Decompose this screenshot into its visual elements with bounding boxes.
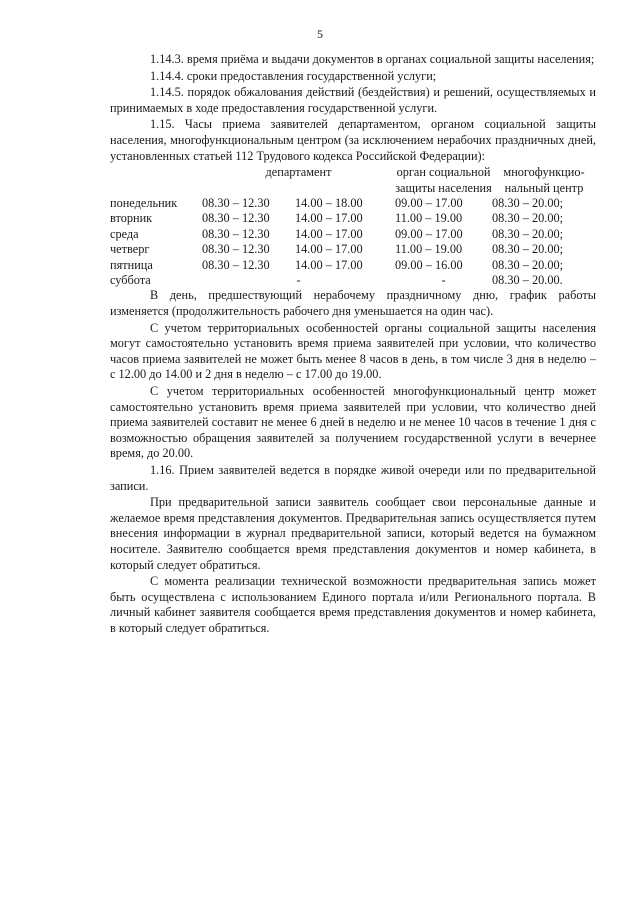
table-row (110, 196, 596, 211)
day-label: понедельник (110, 195, 178, 210)
dept-afternoon: 14.00 – 17.00 (295, 242, 363, 257)
paragraph-pre-holiday: В день, предшествующий нерабочему праздничному дню, график работы изменяется (продолжительность рабочего дня уменьшается на один час). (110, 288, 596, 318)
organ-closed: - (441, 273, 446, 287)
organ-hours: 11.00 – 19.00 (395, 242, 463, 257)
mfc-hours: 08.30 – 20.00; (492, 195, 564, 210)
paragraph-preliminary-record: При предварительной записи заявитель сообщает свои персональные данные и желаемое время представления документов. Предварительная запись осуществляется путем внесения информации в журнал предварительной записи, который ведется на бумажном носителе. Заявителю сообщается время представления документов и номер кабинета, в который следует обратиться. (110, 495, 596, 572)
schedule-table (110, 165, 596, 288)
header-mfc: многофункцио-нальный центр (503, 165, 585, 195)
paragraph-1-15: 1.15. Часы приема заявителей департаментом, органом социальной защиты населения, многофункциональным центром (за исключением нерабочих праздничных дней, установленных статьей 112 Трудового кодекса Российской Федерации): (110, 117, 596, 163)
day-label: среда (110, 226, 139, 241)
dept-morning: 08.30 – 12.30 (202, 242, 270, 257)
day-label: вторник (110, 211, 153, 226)
schedule-header-row (110, 165, 596, 196)
table-row (110, 227, 596, 242)
paragraph-social-protection-hours: С учетом территориальных особенностей органы социальной защиты населения могут самостоятельно установить время приема заявителей при условии, что количество часов приема заявителей не может быть менее 8 часов в день, в том числе 3 дня в неделю – с 12.00 до 14.00 и 2 дня в неделю – с 17.00 до 19.00. (110, 320, 596, 382)
paragraph-1-14-5: 1.14.5. порядок обжалования действий (бездействия) и решений, осуществляемых и принимаемых в ходе предоставления государственной услуги. (110, 85, 596, 115)
table-row (110, 273, 596, 288)
mfc-hours: 08.30 – 20.00; (492, 211, 564, 226)
header-department: департамент (265, 165, 332, 180)
organ-hours: 09.00 – 17.00 (395, 226, 463, 241)
paragraph-portal-record: С момента реализации технической возможности предварительная запись может быть осуществлена с использованием Единого портала и/или Регионального портала. В личный кабинет заявителя сообщается время представления документов и номер кабинета, в который следует обратиться. (110, 574, 596, 635)
dept-morning: 08.30 – 12.30 (202, 195, 270, 210)
dept-closed: - (296, 273, 301, 287)
dept-afternoon: 14.00 – 17.00 (295, 257, 363, 272)
document-body (110, 52, 596, 636)
dept-afternoon: 14.00 – 17.00 (295, 226, 363, 241)
day-label: пятница (110, 257, 153, 272)
mfc-hours: 08.30 – 20.00. (492, 273, 563, 287)
day-label: четверг (110, 242, 150, 257)
mfc-hours: 08.30 – 20.00; (492, 242, 564, 257)
paragraph-1-14-3: 1.14.3. время приёма и выдачи документов в органах социальной защиты населения; (150, 52, 595, 66)
dept-morning: 08.30 – 12.30 (202, 211, 270, 226)
table-row (110, 242, 596, 257)
dept-afternoon: 14.00 – 17.00 (295, 211, 363, 226)
table-row (110, 211, 596, 226)
paragraph-mfc-hours: С учетом территориальных особенностей многофункциональный центр может самостоятельно установить время приема заявителей при условии, что количество дней приема заявителей составит не менее 6 дней в неделю и не менее 10 часов в течение 1 дня с возможностью обращения заявителей за получением государственной услуги в вечернее время, до 20.00. (110, 383, 596, 461)
page-number: 5 (317, 27, 323, 41)
day-label: суббота (110, 273, 151, 287)
dept-afternoon: 14.00 – 18.00 (295, 195, 363, 210)
mfc-hours: 08.30 – 20.00; (492, 257, 564, 272)
header-organ: орган социальной защиты населения (395, 165, 492, 195)
dept-morning: 08.30 – 12.30 (202, 257, 270, 272)
mfc-hours: 08.30 – 20.00; (492, 226, 564, 241)
organ-hours: 09.00 – 17.00 (395, 195, 463, 210)
paragraph-1-14-4: 1.14.4. сроки предоставления государственной услуги; (150, 68, 437, 83)
table-row (110, 258, 596, 273)
organ-hours: 11.00 – 19.00 (395, 211, 463, 226)
paragraph-1-16: 1.16. Прием заявителей ведется в порядке живой очереди или по предварительной записи. (110, 462, 596, 493)
organ-hours: 09.00 – 16.00 (395, 257, 463, 272)
dept-morning: 08.30 – 12.30 (202, 226, 270, 241)
